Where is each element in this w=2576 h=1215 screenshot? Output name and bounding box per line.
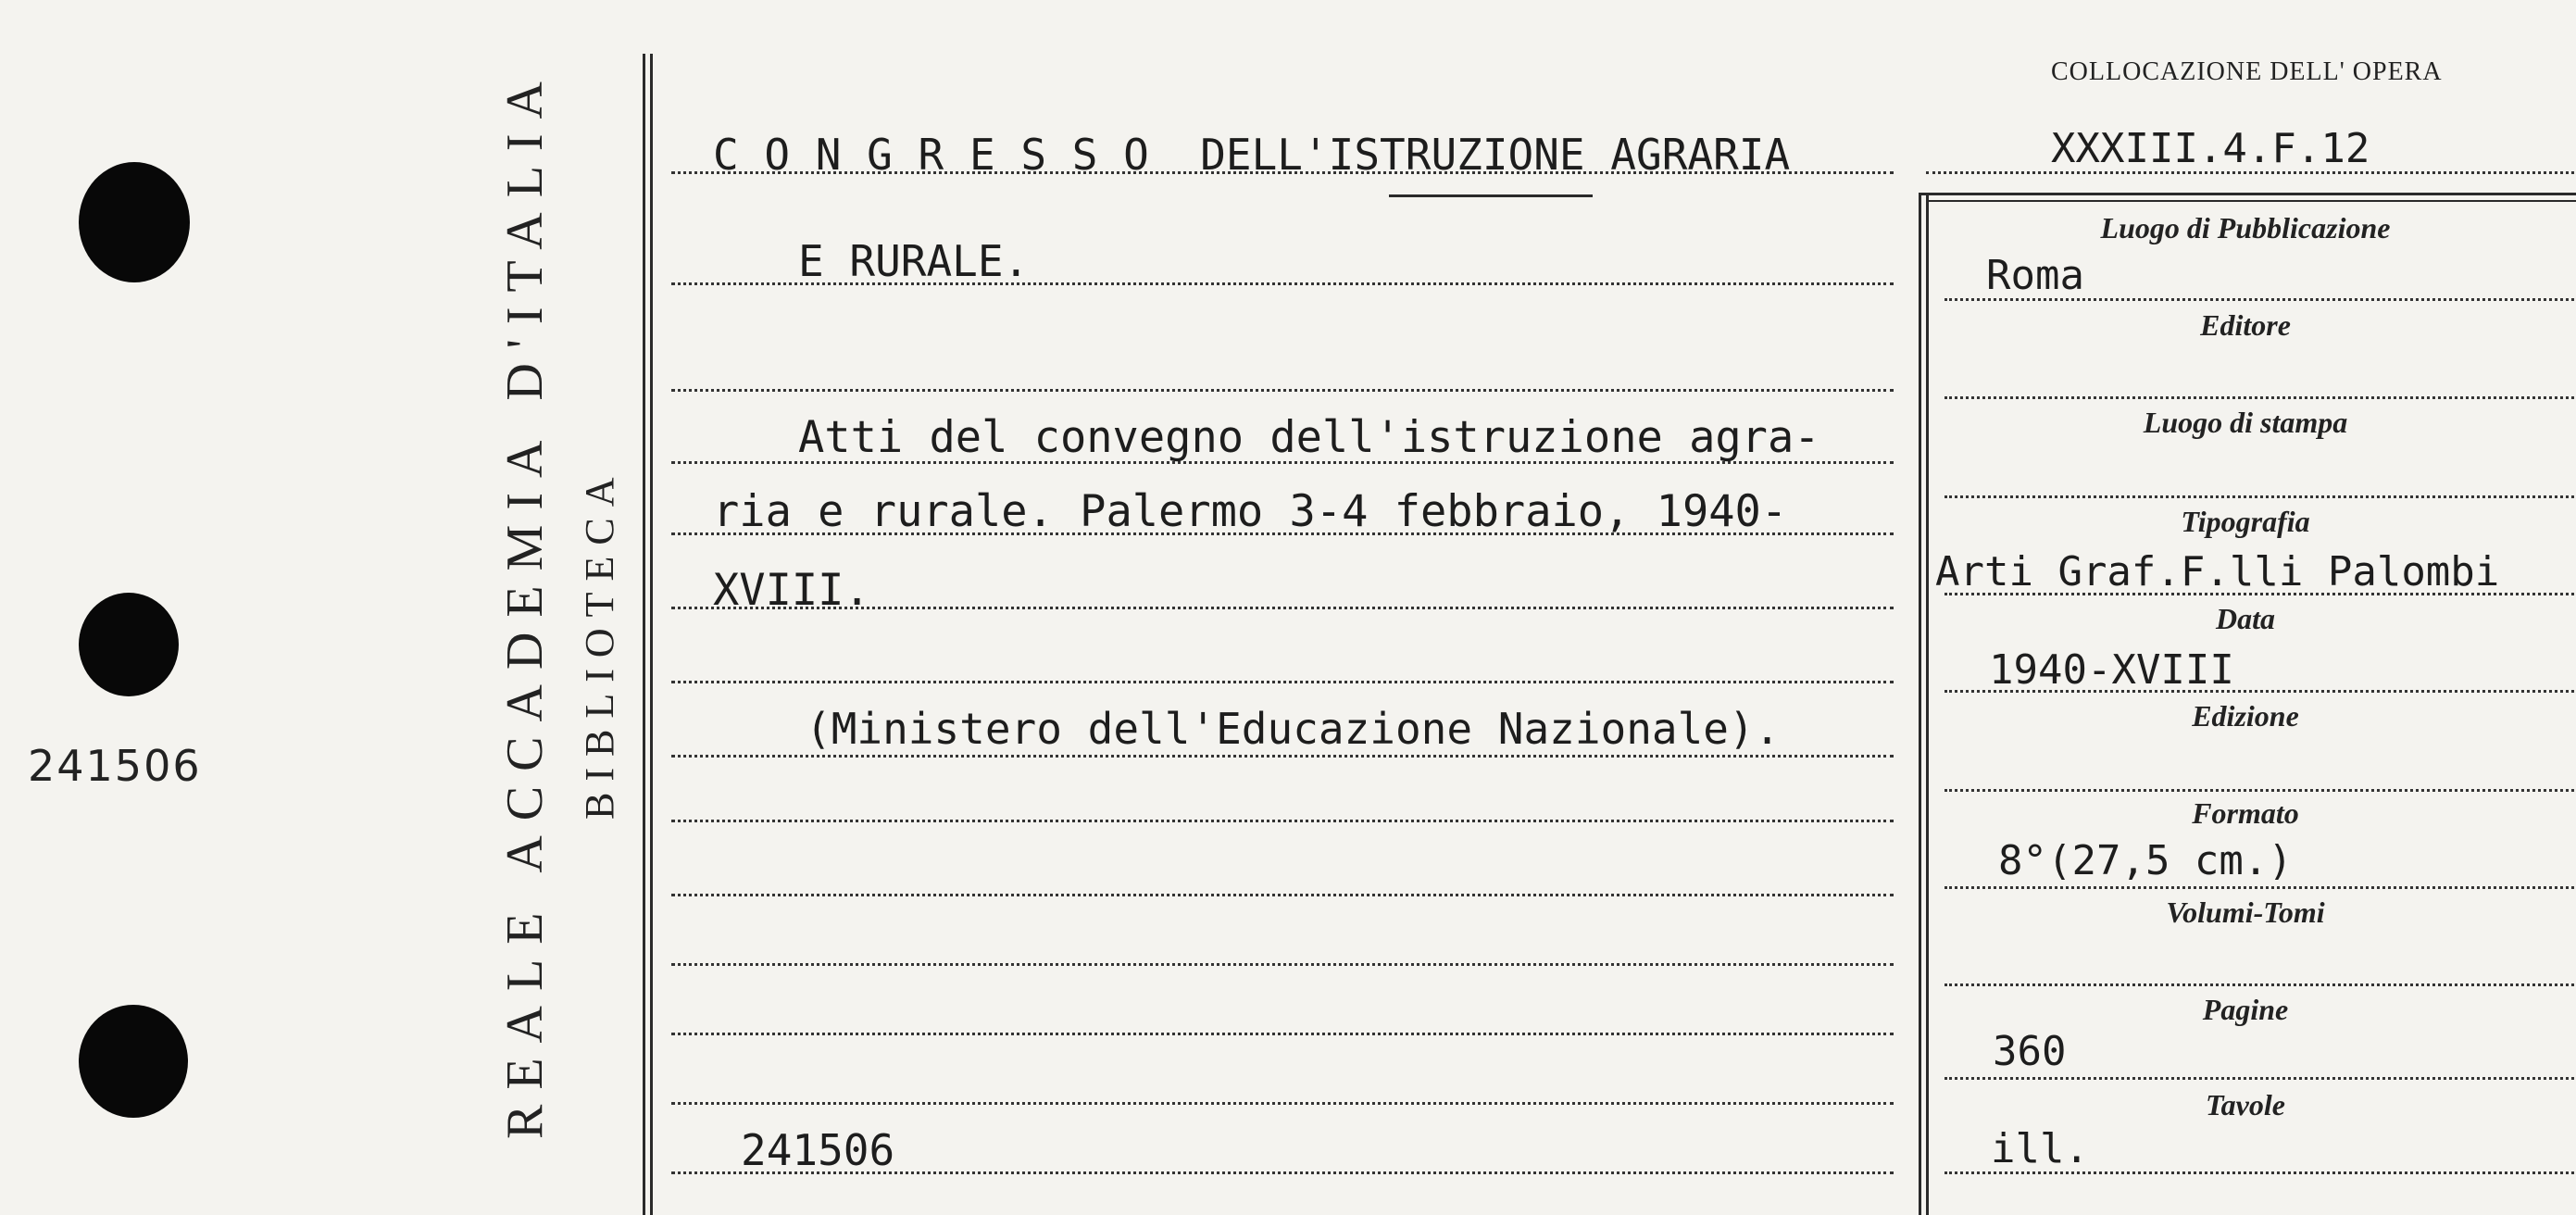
- field-value-tavole: ill.: [1991, 1125, 2089, 1172]
- field-value-tipografia: Arti Graf.F.lli Palombi: [1935, 548, 2500, 595]
- field-label-tipografia: Tipografia: [2181, 505, 2310, 538]
- inventory-number: 241506: [741, 1125, 895, 1175]
- field-label-formato: Formato: [2192, 796, 2299, 830]
- field-label-luogo-pubblicazione: Luogo di Pubblicazione: [2100, 211, 2391, 244]
- punch-hole-middle: [79, 593, 179, 696]
- field-rule: [1945, 396, 2574, 399]
- card-title-continued: E RURALE.: [798, 236, 1030, 286]
- institution-name: REALE ACCADEMIA D'ITALIA: [496, 67, 554, 1139]
- field-value-pagine: 360: [1993, 1028, 2067, 1075]
- collocazione-value: XXXIII.4.F.12: [2051, 125, 2370, 172]
- rule-line: [671, 894, 1894, 896]
- field-rule: [1945, 886, 2574, 889]
- field-label-edizione: Edizione: [2192, 699, 2299, 733]
- field-label-luogo-stampa: Luogo di stampa: [2143, 406, 2348, 439]
- field-label-tavole: Tavole: [2206, 1088, 2285, 1121]
- field-value-formato: 8°(27,5 cm.): [1998, 837, 2293, 884]
- fields-box-left-border: [1919, 194, 1921, 1215]
- field-rule: [1945, 1077, 2574, 1080]
- field-value-data: 1940-XVIII: [1989, 646, 2234, 694]
- field-value-luogo-pubblicazione: Roma: [1986, 252, 2084, 299]
- fields-box-left-border-inner: [1926, 194, 1929, 1215]
- field-rule: [1945, 789, 2574, 792]
- series-note: (Ministero dell'Educazione Nazionale).: [806, 704, 1781, 754]
- field-label-pagine: Pagine: [2202, 993, 2289, 1026]
- card-title: C O N G R E S S O DELL'ISTRUZIONE AGRARIA: [713, 130, 1791, 180]
- fields-box-top-border-inner: [1926, 200, 2576, 202]
- rule-line: [671, 389, 1894, 392]
- title-underline: [1389, 194, 1593, 197]
- rule-line: [671, 1033, 1894, 1035]
- field-label-editore: Editore: [2200, 308, 2291, 342]
- description-line-3: XVIII.: [713, 565, 870, 616]
- left-inventory-number: 241506: [28, 741, 202, 791]
- rule-line: [671, 820, 1894, 822]
- rule-line: [671, 755, 1894, 758]
- main-left-border: [643, 54, 645, 1215]
- punch-hole-top: [79, 162, 190, 282]
- field-rule: [1945, 983, 2574, 986]
- fields-box-top-border: [1919, 193, 2576, 195]
- field-rule: [1945, 495, 2574, 498]
- field-label-data: Data: [2216, 602, 2275, 635]
- rule-line: [671, 1102, 1894, 1105]
- description-line-2: ria e rurale. Palermo 3-4 febbraio, 1940-: [713, 486, 1788, 537]
- collocazione-label: COLLOCAZIONE DELL' OPERA: [2051, 57, 2443, 86]
- rule-line: [671, 681, 1894, 683]
- field-label-volumi-tomi: Volumi-Tomi: [2166, 896, 2325, 929]
- rule-line: [671, 963, 1894, 966]
- library-name: BIBLIOTECA: [577, 466, 622, 820]
- description-line-1: Atti del convegno dell'istruzione agra-: [798, 412, 1820, 463]
- punch-hole-bottom: [79, 1005, 188, 1118]
- main-left-border-inner: [650, 54, 653, 1215]
